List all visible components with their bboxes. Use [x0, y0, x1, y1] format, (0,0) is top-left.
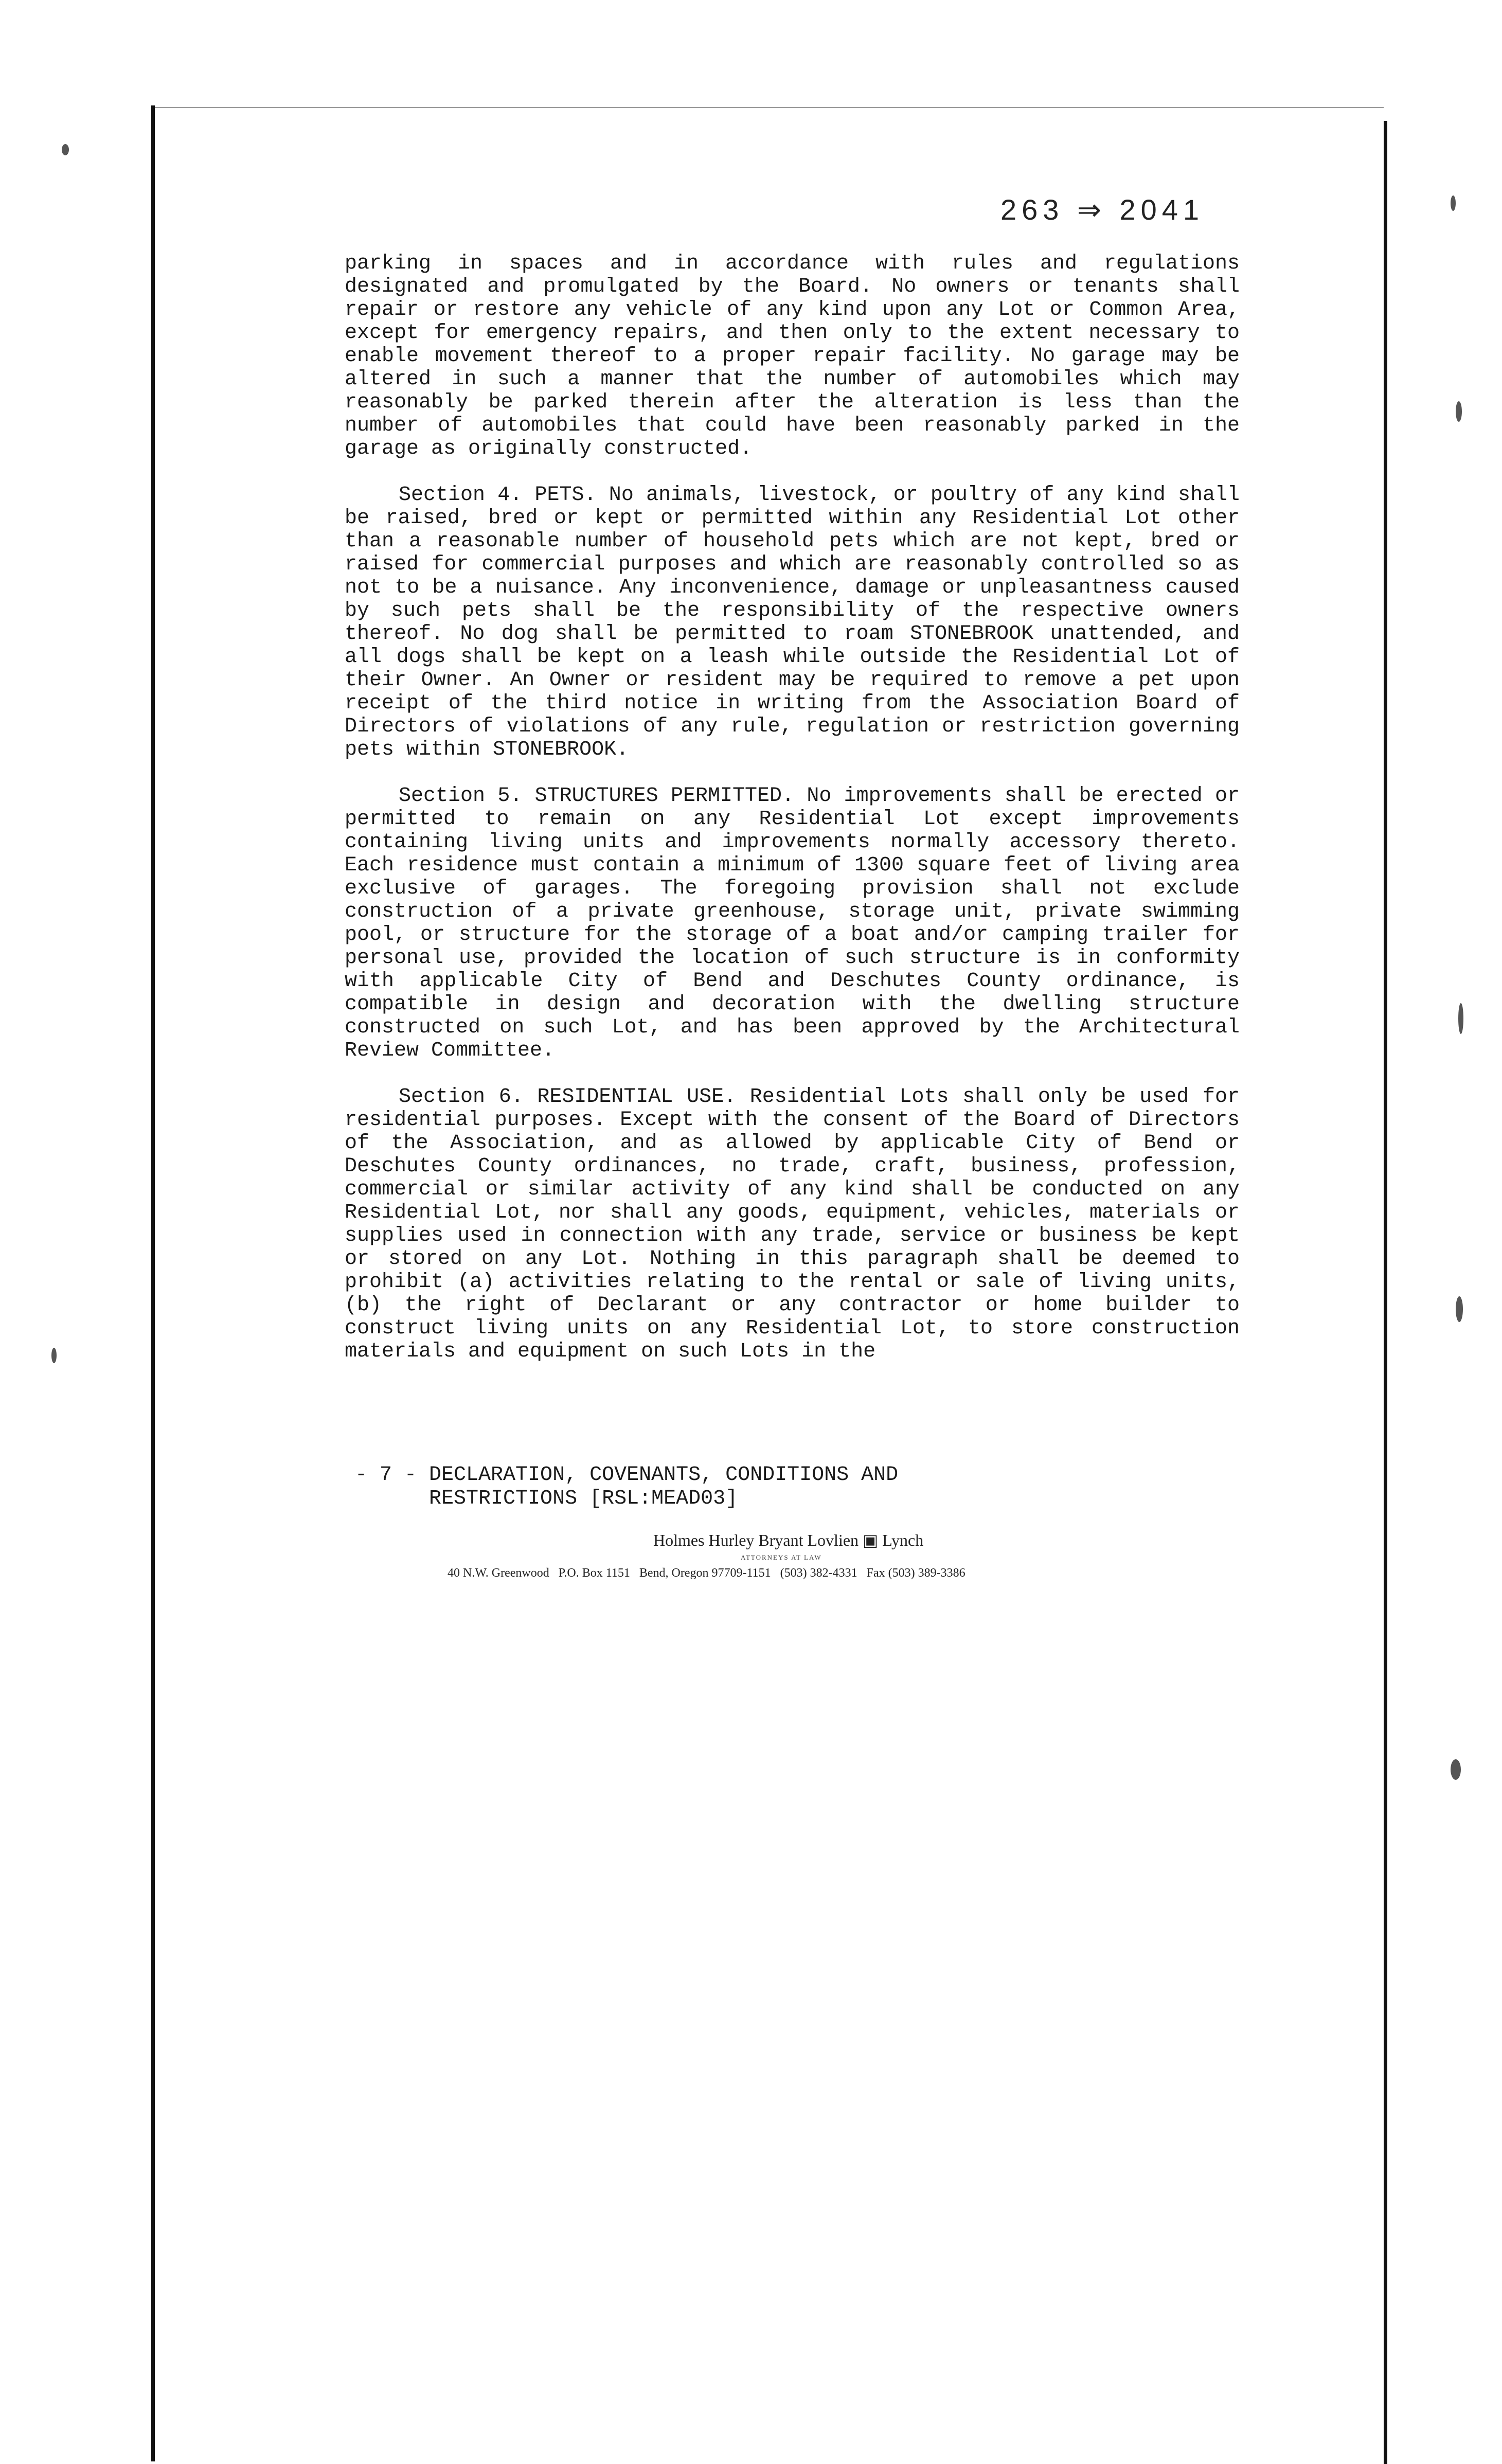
law-firm-subtitle: ATTORNEYS AT LAW: [741, 1554, 822, 1561]
scan-left-edge: [151, 105, 155, 2461]
paragraph-section-6-residential: [345, 1085, 1240, 1363]
scan-top-edge: [154, 107, 1384, 108]
footer-document-label: - 7 - DECLARATION, COVENANTS, CONDITIONS AND RESTRICTIONS [RSL:MEAD03]: [355, 1463, 899, 1510]
paragraph-section-5-text: Section 5. STRUCTURES PERMITTED. No improvements shall be erected or permitted to remain on any Residential Lot except improvements containing living units and improvements normally accessory thereto. Each residence must contain a minimum of 1300 square feet of living area exclusive of garages. The foregoing provision shall not exclude construction of a private greenhouse, storage unit, private swimming pool, or structure for the storage of a boat and/or camping trailer for personal use, provided the location of such structure is in conformity with applicable City of Bend and Deschutes County ordinance, is compatible in design and decoration with the dwelling structure constructed on such Lot, and has been approved by the Architectural Review Committee.: [345, 784, 1240, 1062]
scan-speckle: [1451, 1759, 1461, 1780]
scan-speckle: [1456, 401, 1462, 422]
paragraph-parking: parking in spaces and in accordance with rules and regulations designated and promulgated by the Board. No owners or tenants shall repair or restore any vehicle of any kind upon any Lot or Common Area, except for emergency repairs, and then only to the extent necessary to enable movement thereof to a proper repair facility. No garage may be altered in such a manner that the number of automobiles which may reasonably be parked therein after the alteration is less than the number of automobiles that could have been reasonably parked in the garage as originally constructed.: [345, 252, 1240, 460]
scan-speckle: [62, 144, 69, 155]
scan-speckle: [1458, 1003, 1463, 1034]
scan-speckle: [1451, 195, 1456, 211]
scan-right-edge: [1384, 121, 1387, 2464]
scan-speckle: [51, 1348, 57, 1363]
paragraph-section-4-text: Section 4. PETS. No animals, livestock, or poultry of any kind shall be raised, bred or kept or permitted within any Residential Lot other than a reasonable number of household pets which are not kept, bred or raised for commercial purposes and which are reasonably controlled so as not to be a nuisance. Any inconvenience, damage or unpleasantness caused by such pets shall be the responsibility of the respective owners thereof. No dog shall be permitted to roam STONEBROOK unattended, and all dogs shall be kept on a leash while outside the Residential Lot of their Owner. An Owner or resident may be required to remove a pet upon receipt of the third notice in writing from the Association Board of Directors of violations of any rule, regulation or restriction governing pets within STONEBROOK.: [345, 484, 1240, 761]
law-firm-name: Holmes Hurley Bryant Lovlien ▣ Lynch: [653, 1531, 924, 1549]
paragraph-section-6-text: Section 6. RESIDENTIAL USE. Residential Lots shall only be used for residential purposes. Except with the consent of the Board of Directors of the Association, and as allowed by applicable City of Bend or Deschutes County ordinances, no trade, craft, business, profession, commercial or similar activity of any kind shall be conducted on any Residential Lot, nor shall any goods, equipment, vehicles, materials or supplies used in connection with any trade, service or business be kept or stored on any Lot. Nothing in this paragraph shall be deemed to prohibit (a) activities relating to the rental or sale of living units, (b) the right of Declarant or any contractor or home builder to construct living units on any Residential Lot, to store construction materials and equipment on such Lots in the: [345, 1085, 1240, 1363]
law-firm-address: 40 N.W. Greenwood P.O. Box 1151 Bend, Oregon 97709-1151 (503) 382-4331 Fax (503) 389-3386: [448, 1566, 965, 1580]
paragraph-section-4-pets: [345, 484, 1240, 761]
paragraph-section-5-structures: [345, 784, 1240, 1062]
page-number: 263 ⇒ 2041: [1000, 193, 1205, 226]
document-body: [345, 252, 1240, 1386]
scan-speckle: [1456, 1296, 1463, 1322]
